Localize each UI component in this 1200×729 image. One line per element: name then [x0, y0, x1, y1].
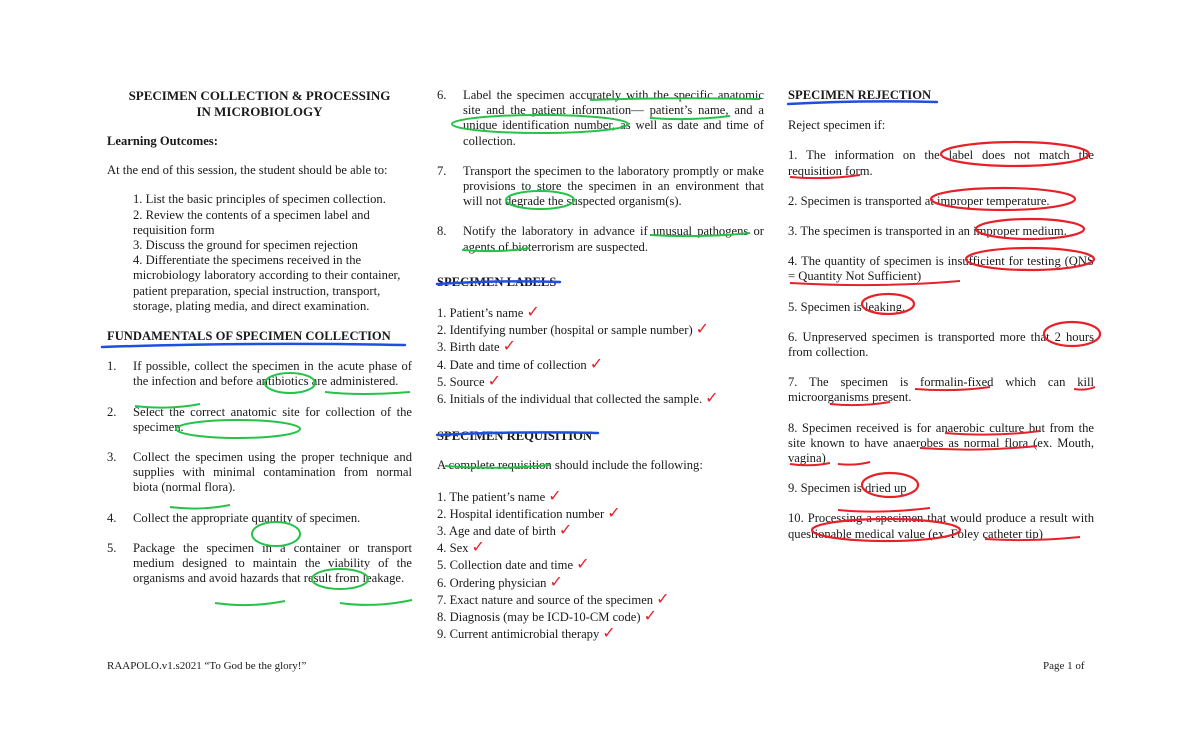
column-middle [437, 86, 764, 642]
requisition-item [437, 539, 764, 556]
learning-outcomes-label: Learning Outcomes: [107, 134, 218, 148]
requisition-text: 4. Sex [437, 541, 469, 556]
item-text: Package the specimen in a container or transport medium designed to maintain the viability of the organisms and avoid hazards that result from leakage. [133, 540, 412, 586]
requisition-item [437, 556, 764, 573]
rejection-item: 2. Specimen is transported at improper temperature. [788, 193, 1050, 208]
label-text: 3. Birth date [437, 340, 500, 355]
checkmark-icon: ✓ [607, 502, 621, 522]
rejection-item: 1. The information on the label does not match the requisition form. [788, 148, 1094, 178]
label-text: 1. Patient’s name [437, 306, 524, 321]
footer-left: RAAPOLO.v1.s2021 “To God be the glory!” [107, 660, 307, 672]
requisition-intro: A complete requisition should include the following: [437, 458, 703, 473]
fundamentals-heading: FUNDAMENTALS OF SPECIMEN COLLECTION [107, 329, 391, 344]
requisition-text: 2. Hospital identification number [437, 506, 605, 521]
objectives-list [107, 192, 412, 314]
rejection-item: 9. Specimen is dried up [788, 481, 907, 496]
item-number: 2. [107, 404, 117, 419]
item-number: 5. [107, 540, 117, 555]
checkmark-icon: ✓ [471, 537, 485, 557]
rejection-intro: Reject specimen if: [788, 118, 886, 133]
fundamental-item [107, 511, 412, 526]
fundamental-item [437, 164, 764, 210]
item-text: If possible, collect the specimen in the acute phase of the infection and before antibiotics are administered. [133, 359, 412, 389]
fundamental-item [437, 224, 764, 254]
label-text: 6. Initials of the individual that collected the sample. [437, 392, 703, 407]
item-text: Select the correct anatomic site for collection of the specimen. [133, 404, 412, 434]
checkmark-icon: ✓ [487, 370, 501, 390]
label-item [437, 321, 764, 338]
label-text: 4. Date and time of collection [437, 357, 587, 372]
rejection-item: 10. Processing a specimen that would produce a result with questionable medical value (ex. Foley catheter tip) [788, 511, 1094, 541]
requisition-heading: SPECIMEN REQUISITION [437, 429, 593, 444]
rejection-heading: SPECIMEN REJECTION [788, 88, 932, 102]
item-number: 4. [107, 510, 117, 525]
requisition-item [437, 485, 764, 505]
item-number: 3. [107, 450, 117, 465]
checkmark-icon: ✓ [589, 353, 604, 373]
outcomes-intro: At the end of this session, the student should be able to: [107, 163, 388, 178]
item-text: Label the specimen accurately with the specific anatomic site and the patient information— patient’s name, and a unique identification number, as well as date and time of collection. [463, 88, 764, 148]
label-item [437, 390, 764, 407]
requisition-text: 7. Exact nature and source of the specimen [437, 592, 654, 607]
item-text: Collect the appropriate quantity of specimen. [133, 510, 361, 525]
checkmark-icon: ✓ [705, 388, 719, 408]
column-right [788, 86, 1094, 542]
doc-title-line1: SPECIMEN COLLECTION & PROCESSING [128, 88, 391, 103]
checkmark-icon: ✓ [558, 520, 573, 540]
doc-title-line2: IN MICROBIOLOGY [196, 104, 323, 119]
rejection-item: 3. The specimen is transported in an improper medium. [788, 224, 1067, 239]
checkmark-icon: ✓ [576, 554, 590, 574]
checkmark-icon: ✓ [526, 302, 540, 322]
rejection-item: 7. The specimen is formalin-fixed which can kill microorganisms present. [788, 375, 1094, 405]
green-underline-mark [340, 600, 412, 605]
requisition-list [437, 485, 764, 643]
fundamentals-list [107, 359, 412, 586]
item-text: Transport the specimen to the laboratory promptly or make provisions to store the specimen in an environment that will not degrade the suspected organism(s). [463, 163, 764, 209]
item-number: 7. [437, 163, 447, 178]
requisition-item [437, 588, 764, 608]
green-underline-mark [215, 601, 285, 605]
requisition-text: 1. The patient’s name [437, 489, 546, 504]
label-text: 5. Source [437, 374, 485, 389]
checkmark-icon: ✓ [643, 606, 657, 626]
requisition-item [437, 571, 764, 591]
rejection-item: 8. Specimen received is for anaerobic culture but from the site known to have anaerobes as normal flora (ex. Mouth, vagina) [788, 420, 1094, 466]
doc-title [107, 88, 412, 120]
checkmark-icon: ✓ [602, 623, 616, 643]
item-text: Notify the laboratory in advance if unusual pathogens or agents of bioterrorism are suspected. [463, 224, 764, 254]
objective-item: 4. Differentiate the specimens received in the microbiology laboratory according to their container, patient preparation, special instruction, transport, storage, plating media, and direct examination. [133, 253, 401, 313]
requisition-item [437, 522, 764, 539]
fundamental-item [107, 450, 412, 496]
label-text: 2. Identifying number (hospital or sample number) [437, 323, 693, 338]
requisition-text: 3. Age and date of birth [437, 524, 556, 539]
item-number: 6. [437, 88, 447, 102]
rejection-item: 4. The quantity of specimen is insufficient for testing (QNS = Quantity Not Sufficient) [788, 254, 1094, 284]
rejection-item: 5. Specimen is leaking. [788, 299, 906, 314]
checkmark-icon: ✓ [656, 588, 670, 608]
checkmark-icon: ✓ [548, 485, 562, 505]
checkmark-icon: ✓ [695, 319, 710, 339]
fundamental-item [107, 541, 412, 587]
requisition-item [437, 502, 764, 522]
rejection-item: 6. Unpreserved specimen is transported more that 2 hours from collection. [788, 329, 1094, 360]
requisition-text: 9. Current antimicrobial therapy [437, 627, 600, 642]
requisition-item [437, 608, 764, 625]
column-left [107, 86, 412, 586]
fundamental-item [107, 359, 412, 389]
page-number: Page 1 of [1043, 660, 1085, 672]
item-number: 8. [437, 224, 447, 239]
fundamental-item [107, 405, 412, 435]
objective-item: 3. Discuss the ground for specimen rejection [133, 238, 358, 253]
labels-list [437, 304, 764, 407]
item-text: Collect the specimen using the proper technique and supplies with minimal contamination from normal biota (normal flora). [133, 450, 412, 495]
label-item [437, 304, 764, 321]
fundamental-item [437, 88, 764, 149]
item-number: 1. [107, 359, 117, 374]
objective-item: 2. Review the contents of a specimen label and requisition form [133, 207, 370, 237]
requisition-text: 8. Diagnosis (may be ICD-10-CM code) [437, 610, 641, 625]
checkmark-icon: ✓ [549, 571, 563, 591]
requisition-text: 5. Collection date and time [437, 558, 574, 573]
objective-item: 1. List the basic principles of specimen collection. [133, 192, 386, 207]
requisition-text: 6. Ordering physician [437, 575, 547, 590]
checkmark-icon: ✓ [502, 336, 517, 356]
label-item [437, 353, 764, 373]
requisition-item [437, 625, 764, 642]
labels-heading: SPECIMEN LABELS [437, 274, 557, 289]
fundamentals-list-continued [437, 88, 764, 255]
